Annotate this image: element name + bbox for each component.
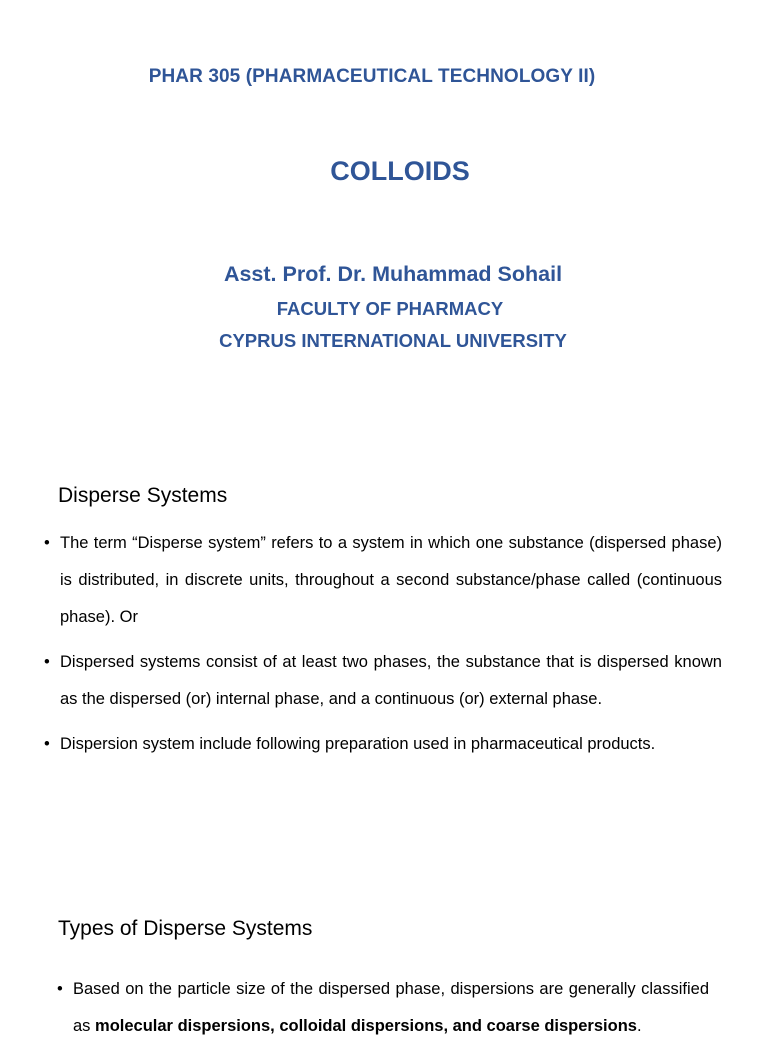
list-item xyxy=(57,971,709,1045)
bullet-text: Dispersion system include following preparation used in pharmaceutical products. xyxy=(60,735,656,753)
bullet-text-end: . xyxy=(636,1017,642,1035)
bullet-text-bold: molecular dispersions, colloidal dispersions, and coarse dispersions xyxy=(95,1017,637,1035)
university-name: CYPRUS INTERNATIONAL UNIVERSITY xyxy=(219,330,567,351)
bullet-icon: • xyxy=(44,534,50,552)
types-bullet-list xyxy=(57,971,709,1053)
faculty-name: FACULTY OF PHARMACY xyxy=(276,298,504,319)
bullet-text xyxy=(73,971,709,1045)
list-item xyxy=(44,726,722,763)
list-item xyxy=(44,525,722,636)
list-item xyxy=(44,644,722,718)
bullet-text: The term “Disperse system” refers to a system in which one substance (dispersed phase) is distributed, in discrete units, throughout a second substance/phase called (continuous phase). Or xyxy=(60,534,722,626)
bullet-icon: • xyxy=(44,735,50,753)
bullet-icon: • xyxy=(44,653,50,671)
page-title: COLLOIDS xyxy=(330,156,470,186)
bullet-text-intro: Based on the particle size of the dispersed phase, dispersions are generally classified as xyxy=(73,980,709,1035)
bullet-text: Dispersed systems consist of at least two phases, the substance that is dispersed known as the dispersed (or) internal phase, and a continuous (or) external phase. xyxy=(60,653,722,708)
disperse-systems-bullet-list xyxy=(44,525,722,771)
bullet-icon: • xyxy=(57,980,63,998)
author-name: Asst. Prof. Dr. Muhammad Sohail xyxy=(223,262,563,286)
section-heading-types-of-disperse-systems: Types of Disperse Systems xyxy=(58,917,313,940)
course-title: PHAR 305 (PHARMACEUTICAL TECHNOLOGY II) xyxy=(148,66,596,87)
section-heading-disperse-systems: Disperse Systems xyxy=(58,484,228,507)
